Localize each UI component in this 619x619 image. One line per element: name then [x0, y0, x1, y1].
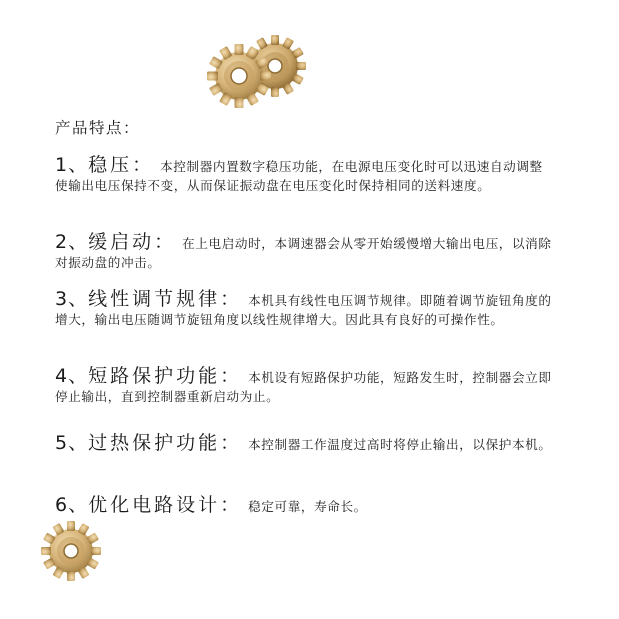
feature-number: 6、 [55, 494, 89, 516]
feature-item [55, 233, 555, 272]
feature-item [55, 496, 555, 516]
feature-item [55, 434, 555, 454]
feature-title: 短路保护功能： [88, 365, 243, 387]
gears-icon [205, 30, 307, 112]
feature-number: 4、 [55, 365, 89, 387]
feature-text: 本控制器内置数字稳压功能，在电源电压变化时可以迅速自动调整使输出电压保持不变，从而保证振动盘在电压变化时保持相同的送料速度。 [55, 159, 543, 193]
feature-item [55, 367, 555, 406]
page-heading: 产品特点： [55, 119, 141, 137]
feature-text: 在上电启动时，本调速器会从零开始缓慢增大输出电压，以消除对振动盘的冲击。 [55, 236, 552, 270]
feature-text: 稳定可靠，寿命长。 [248, 499, 367, 514]
feature-title: 过热保护功能： [88, 432, 243, 454]
feature-number: 5、 [55, 432, 89, 454]
feature-text: 本控制器工作温度过高时将停止输出，以保护本机。 [248, 437, 552, 452]
feature-title: 线性调节规律： [88, 288, 243, 310]
feature-title: 缓启动： [88, 231, 177, 253]
feature-text: 本机设有短路保护功能，短路发生时，控制器会立即停止输出，直到控制器重新启动为止。 [55, 370, 552, 404]
feature-title: 稳压： [88, 154, 155, 176]
feature-item [55, 156, 555, 195]
feature-title: 优化电路设计： [88, 494, 243, 516]
feature-number: 3、 [55, 288, 89, 310]
feature-item [55, 290, 555, 329]
gear-icon [38, 518, 104, 584]
feature-text: 本机具有线性电压调节规律。即随着调节旋钮角度的增大，输出电压随调节旋钮角度以线性规律增大。因此具有良好的可操作性。 [55, 293, 552, 327]
feature-number: 1、 [55, 154, 89, 176]
feature-number: 2、 [55, 231, 89, 253]
